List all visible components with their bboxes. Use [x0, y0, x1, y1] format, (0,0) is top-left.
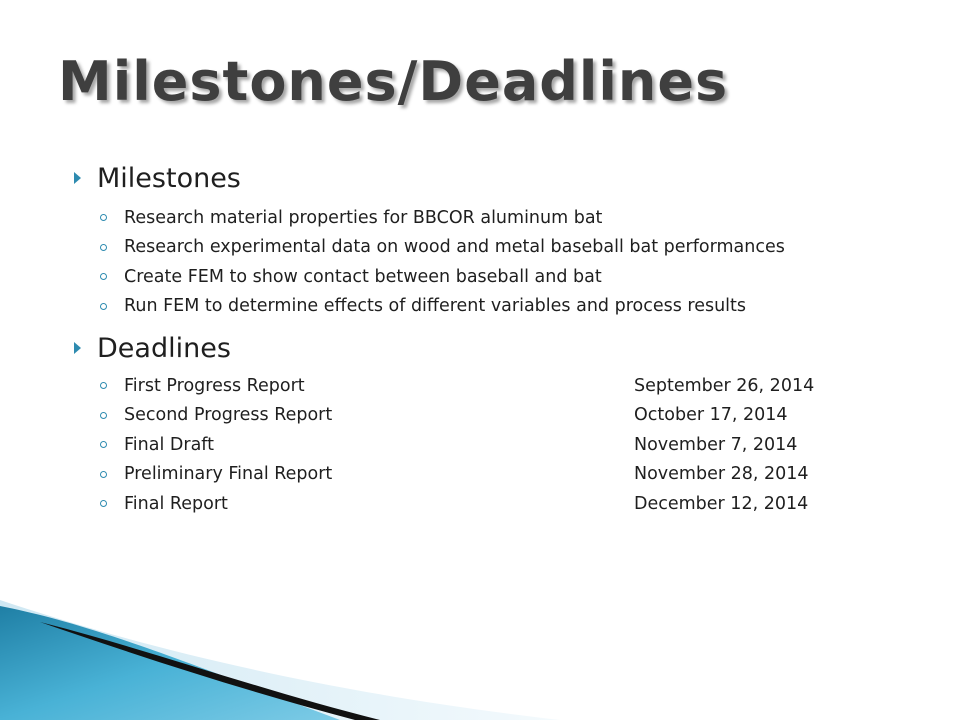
- deadlines-heading: [74, 325, 944, 371]
- milestones-heading: [74, 155, 944, 201]
- milestone-item: [74, 292, 944, 322]
- deadline-name: First Progress Report: [124, 375, 305, 396]
- deadline-name: Second Progress Report: [124, 405, 333, 426]
- arrow-bullet-icon: [74, 172, 81, 184]
- milestones-section: [74, 155, 944, 321]
- ring-bullet-icon: [100, 244, 107, 251]
- deadline-item: [74, 489, 944, 519]
- teal-swoosh-shape: [0, 606, 340, 720]
- deadline-date: October 17, 2014: [634, 405, 788, 426]
- deadline-item: [74, 371, 944, 401]
- deadlines-section: [74, 325, 944, 519]
- ring-bullet-icon: [100, 471, 107, 478]
- ring-bullet-icon: [100, 441, 107, 448]
- milestones-list: [74, 203, 944, 321]
- milestone-item: [74, 203, 944, 233]
- deadline-name: Final Report: [124, 493, 228, 514]
- ring-bullet-icon: [100, 303, 107, 310]
- slide-content: [74, 155, 944, 519]
- deadline-date: November 7, 2014: [634, 434, 798, 455]
- ring-bullet-icon: [100, 382, 107, 389]
- slide-title: Milestones/Deadlines: [58, 50, 729, 113]
- ring-bullet-icon: [100, 214, 107, 221]
- milestones-heading-label: Milestones: [97, 162, 241, 194]
- milestone-text: Research material properties for BBCOR aluminum bat: [124, 207, 603, 228]
- ring-bullet-icon: [100, 273, 107, 280]
- milestone-item: [74, 262, 944, 292]
- milestone-text: Create FEM to show contact between baseball and bat: [124, 266, 602, 287]
- deadline-item: [74, 401, 944, 431]
- dark-swoosh-stripe: [40, 622, 380, 720]
- deadline-date: November 28, 2014: [634, 464, 809, 485]
- deadlines-list: [74, 371, 944, 519]
- deadline-item: [74, 460, 944, 490]
- ring-bullet-icon: [100, 412, 107, 419]
- arrow-bullet-icon: [74, 342, 81, 354]
- ring-bullet-icon: [100, 500, 107, 507]
- deadlines-heading-label: Deadlines: [97, 332, 231, 364]
- pale-swoosh-shape: [0, 600, 560, 720]
- deadline-date: December 12, 2014: [634, 493, 809, 514]
- deadline-date: September 26, 2014: [634, 375, 815, 396]
- milestone-item: [74, 233, 944, 263]
- deadline-item: [74, 430, 944, 460]
- deadline-name: Preliminary Final Report: [124, 464, 333, 485]
- deadline-name: Final Draft: [124, 434, 215, 455]
- milestone-text: Run FEM to determine effects of different variables and process results: [124, 296, 747, 317]
- milestone-text: Research experimental data on wood and metal baseball bat performances: [124, 237, 785, 258]
